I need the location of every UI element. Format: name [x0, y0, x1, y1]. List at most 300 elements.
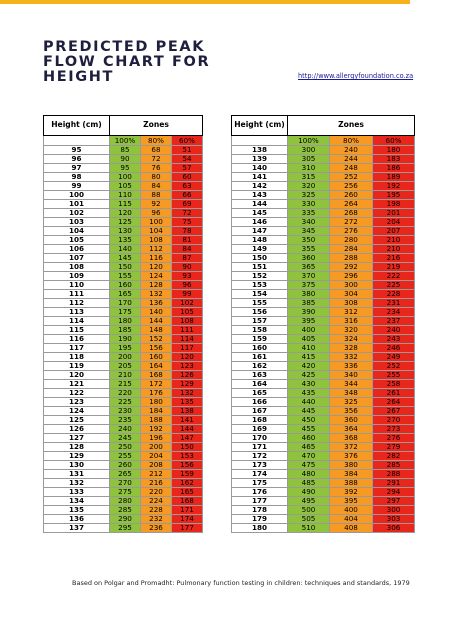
right-height-cell: 176 — [232, 488, 288, 497]
height-cell: 113 — [44, 308, 110, 317]
right-zone-80-cell: 312 — [330, 308, 373, 317]
zone-80-cell: 188 — [141, 416, 172, 425]
right-zone-80-cell: 316 — [330, 317, 373, 326]
height-cell: 112 — [44, 299, 110, 308]
zone-100-cell: 280 — [110, 497, 141, 506]
table-row — [44, 263, 415, 272]
right-zone-60-cell: 267 — [373, 407, 415, 416]
right-zone-80-cell: 364 — [330, 425, 373, 434]
zone-60-cell: 150 — [172, 443, 203, 452]
column-gap — [203, 155, 232, 164]
right-zone-80-cell: 348 — [330, 389, 373, 398]
right-zone-100-cell: 325 — [288, 191, 330, 200]
column-gap — [203, 116, 232, 136]
table-row — [44, 236, 415, 245]
right-zone-100-cell: 460 — [288, 434, 330, 443]
right-zone-80-cell: 404 — [330, 515, 373, 524]
height-cell: 98 — [44, 173, 110, 182]
right-height-cell: 143 — [232, 191, 288, 200]
table-row — [44, 443, 415, 452]
zone-80-cell: 220 — [141, 488, 172, 497]
right-zone-100-cell: 480 — [288, 470, 330, 479]
right-zone-60-cell: 261 — [373, 389, 415, 398]
right-height-cell: 148 — [232, 236, 288, 245]
zone-80-cell: 156 — [141, 344, 172, 353]
column-gap — [203, 353, 232, 362]
zone-80-cell: 108 — [141, 236, 172, 245]
right-zone-100-cell: 340 — [288, 218, 330, 227]
right-zone-80-cell: 384 — [330, 470, 373, 479]
zone-80-cell: 100 — [141, 218, 172, 227]
title-line-2: FLOW CHART FOR — [43, 54, 211, 70]
column-gap — [203, 479, 232, 488]
right-zone-80-cell: 300 — [330, 281, 373, 290]
right-zone-80-cell: 372 — [330, 443, 373, 452]
right-zone-100-cell: 335 — [288, 209, 330, 218]
table-row — [44, 254, 415, 263]
right-height-cell: 142 — [232, 182, 288, 191]
column-gap — [203, 299, 232, 308]
column-gap — [203, 263, 232, 272]
column-gap — [203, 407, 232, 416]
right-zone-60-cell: 258 — [373, 380, 415, 389]
right-height-cell: 151 — [232, 263, 288, 272]
height-cell: 134 — [44, 497, 110, 506]
zone-100-cell: 100 — [110, 173, 141, 182]
right-zone-100-cell: 420 — [288, 362, 330, 371]
right-zone-100-cell: 360 — [288, 254, 330, 263]
column-gap — [203, 191, 232, 200]
zone-60-cell: 120 — [172, 353, 203, 362]
height-column-header-2: Height (cm) — [232, 116, 288, 136]
right-zone-60-cell: 195 — [373, 191, 415, 200]
table-row — [44, 155, 415, 164]
height-cell: 123 — [44, 398, 110, 407]
right-zone-100-cell: 395 — [288, 317, 330, 326]
zone-60-cell: 177 — [172, 524, 203, 533]
table-row — [44, 335, 415, 344]
height-cell: 135 — [44, 506, 110, 515]
zone-100-cell: 225 — [110, 398, 141, 407]
right-zone-60-cell: 249 — [373, 353, 415, 362]
right-zone-60-cell: 300 — [373, 506, 415, 515]
right-zone-80-cell: 256 — [330, 182, 373, 191]
zone-100-cell: 285 — [110, 506, 141, 515]
right-zone-100-cell: 305 — [288, 155, 330, 164]
zone-80-cell: 88 — [141, 191, 172, 200]
right-height-cell: 149 — [232, 245, 288, 254]
zone-80-cell: 116 — [141, 254, 172, 263]
zone-60-cell: 111 — [172, 326, 203, 335]
table-row — [44, 461, 415, 470]
height-cell: 117 — [44, 344, 110, 353]
right-zone-80-cell: 400 — [330, 506, 373, 515]
right-height-cell: 164 — [232, 380, 288, 389]
column-gap — [203, 524, 232, 533]
right-zone-100-cell: 400 — [288, 326, 330, 335]
right-zone-60-cell: 276 — [373, 434, 415, 443]
right-zone-80-cell: 264 — [330, 200, 373, 209]
zone-80-cell: 196 — [141, 434, 172, 443]
zone-60-cell: 117 — [172, 344, 203, 353]
right-height-cell: 179 — [232, 515, 288, 524]
height-cell: 104 — [44, 227, 110, 236]
zone-60-cell: 84 — [172, 245, 203, 254]
right-zone-60-cell: 246 — [373, 344, 415, 353]
zone-60-cell: 75 — [172, 218, 203, 227]
right-zone-100-cell: 365 — [288, 263, 330, 272]
right-zone-60-cell: 285 — [373, 461, 415, 470]
right-zone-100-cell: 300 — [288, 146, 330, 155]
table-row — [44, 479, 415, 488]
height-cell: 99 — [44, 182, 110, 191]
zones-column-header — [110, 116, 203, 136]
zone-60-cell: 102 — [172, 299, 203, 308]
zone-100-cell: 275 — [110, 488, 141, 497]
right-zone-60-cell: 207 — [373, 227, 415, 236]
height-cell: 100 — [44, 191, 110, 200]
column-gap — [203, 281, 232, 290]
zone-60-cell: 81 — [172, 236, 203, 245]
right-zone-100-cell: 380 — [288, 290, 330, 299]
zone-100-cell: 130 — [110, 227, 141, 236]
right-zone-100-cell: 415 — [288, 353, 330, 362]
height-cell: 125 — [44, 416, 110, 425]
column-gap — [203, 272, 232, 281]
zone-60-cell: 123 — [172, 362, 203, 371]
height-cell: 109 — [44, 272, 110, 281]
zone-80-cell: 140 — [141, 308, 172, 317]
right-zone-80-cell: 260 — [330, 191, 373, 200]
column-gap — [203, 146, 232, 155]
column-gap — [203, 317, 232, 326]
table-row — [44, 191, 415, 200]
right-zone-60-cell: 240 — [373, 326, 415, 335]
column-gap — [203, 254, 232, 263]
right-zone-100-cell: 475 — [288, 461, 330, 470]
zone-80-cell: 236 — [141, 524, 172, 533]
height-cell: 116 — [44, 335, 110, 344]
table-row — [44, 299, 415, 308]
height-cell: 107 — [44, 254, 110, 263]
zone-100-cell: 135 — [110, 236, 141, 245]
table-row — [44, 281, 415, 290]
zone-100-cell: 250 — [110, 443, 141, 452]
right-zone-80-cell: 408 — [330, 524, 373, 533]
zone-100-cell: 240 — [110, 425, 141, 434]
right-zone-80-cell: 284 — [330, 245, 373, 254]
table-row — [44, 317, 415, 326]
zone-80-cell: 96 — [141, 209, 172, 218]
right-zone-100-cell: 430 — [288, 380, 330, 389]
table-header-row — [44, 116, 415, 136]
table-row — [44, 524, 415, 533]
right-height-cell: 150 — [232, 254, 288, 263]
table-row — [44, 398, 415, 407]
zone-100-cell: 175 — [110, 308, 141, 317]
zone-60-cell: 54 — [172, 155, 203, 164]
height-cell: 96 — [44, 155, 110, 164]
zone-80-cell: 112 — [141, 245, 172, 254]
zones-header-text: Zones — [143, 120, 169, 130]
right-height-cell: 180 — [232, 524, 288, 533]
pct-100-label-2: 100% — [288, 136, 330, 146]
right-zone-100-cell: 375 — [288, 281, 330, 290]
zone-80-cell: 128 — [141, 281, 172, 290]
table-row — [44, 308, 415, 317]
zone-80-cell: 104 — [141, 227, 172, 236]
right-zone-60-cell: 279 — [373, 443, 415, 452]
zone-100-cell: 170 — [110, 299, 141, 308]
zone-60-cell: 57 — [172, 164, 203, 173]
right-height-cell: 175 — [232, 479, 288, 488]
right-zone-60-cell: 186 — [373, 164, 415, 173]
zone-80-cell: 92 — [141, 200, 172, 209]
column-gap — [203, 443, 232, 452]
column-gap — [203, 425, 232, 434]
zone-60-cell: 78 — [172, 227, 203, 236]
column-gap — [203, 371, 232, 380]
zone-80-cell: 76 — [141, 164, 172, 173]
zone-60-cell: 144 — [172, 425, 203, 434]
column-gap — [203, 497, 232, 506]
title-line-1: PREDICTED PEAK — [43, 39, 206, 55]
right-zone-80-cell: 395 — [330, 497, 373, 506]
zone-100-cell: 185 — [110, 326, 141, 335]
right-height-cell: 154 — [232, 290, 288, 299]
title-line-3: HEIGHT — [43, 69, 114, 85]
zone-60-cell: 96 — [172, 281, 203, 290]
zone-60-cell: 156 — [172, 461, 203, 470]
table-row — [44, 164, 415, 173]
right-zone-60-cell: 189 — [373, 173, 415, 182]
height-cell: 133 — [44, 488, 110, 497]
height-cell: 124 — [44, 407, 110, 416]
column-gap — [203, 461, 232, 470]
zones-column-header-2 — [288, 116, 415, 136]
right-height-cell: 156 — [232, 308, 288, 317]
right-zone-60-cell: 234 — [373, 308, 415, 317]
table-row — [44, 506, 415, 515]
right-zone-80-cell: 344 — [330, 380, 373, 389]
right-zone-60-cell: 306 — [373, 524, 415, 533]
zone-60-cell: 66 — [172, 191, 203, 200]
right-height-cell: 171 — [232, 443, 288, 452]
table-row — [44, 200, 415, 209]
zone-100-cell: 265 — [110, 470, 141, 479]
zone-80-cell: 80 — [141, 173, 172, 182]
zone-80-cell: 180 — [141, 398, 172, 407]
right-zone-100-cell: 355 — [288, 245, 330, 254]
right-zone-100-cell: 350 — [288, 236, 330, 245]
right-zone-60-cell: 303 — [373, 515, 415, 524]
table-row — [44, 227, 415, 236]
right-height-cell: 178 — [232, 506, 288, 515]
right-zone-80-cell: 376 — [330, 452, 373, 461]
column-gap — [203, 290, 232, 299]
table-row — [44, 434, 415, 443]
right-zone-80-cell: 268 — [330, 209, 373, 218]
column-gap — [203, 209, 232, 218]
zone-80-cell: 120 — [141, 263, 172, 272]
right-zone-80-cell: 280 — [330, 236, 373, 245]
column-gap — [203, 470, 232, 479]
peak-flow-table — [43, 115, 415, 533]
right-height-cell: 173 — [232, 461, 288, 470]
right-zone-100-cell: 490 — [288, 488, 330, 497]
right-zone-60-cell: 198 — [373, 200, 415, 209]
right-zone-100-cell: 495 — [288, 497, 330, 506]
right-zone-60-cell: 183 — [373, 155, 415, 164]
zone-80-cell: 200 — [141, 443, 172, 452]
table-row — [44, 218, 415, 227]
right-zone-60-cell: 297 — [373, 497, 415, 506]
zone-60-cell: 141 — [172, 416, 203, 425]
right-zone-80-cell: 240 — [330, 146, 373, 155]
right-height-cell: 160 — [232, 344, 288, 353]
zone-60-cell: 87 — [172, 254, 203, 263]
right-height-cell: 165 — [232, 389, 288, 398]
zone-80-cell: 152 — [141, 335, 172, 344]
zone-60-cell: 69 — [172, 200, 203, 209]
zone-80-cell: 160 — [141, 353, 172, 362]
table-row — [44, 182, 415, 191]
right-height-cell: 163 — [232, 371, 288, 380]
zone-80-cell: 68 — [141, 146, 172, 155]
source-link[interactable]: http://www.allergyfoundation.co.za — [298, 72, 414, 80]
right-zone-80-cell: 288 — [330, 254, 373, 263]
right-zone-60-cell: 264 — [373, 398, 415, 407]
right-zone-60-cell: 255 — [373, 371, 415, 380]
right-zone-100-cell: 440 — [288, 398, 330, 407]
height-blank-cell-2 — [232, 136, 288, 146]
column-gap — [203, 488, 232, 497]
zones-header-text-2: Zones — [338, 120, 364, 130]
table-row — [44, 425, 415, 434]
zone-80-cell: 136 — [141, 299, 172, 308]
zone-60-cell: 72 — [172, 209, 203, 218]
zone-80-cell: 164 — [141, 362, 172, 371]
zone-80-cell: 124 — [141, 272, 172, 281]
right-height-cell: 161 — [232, 353, 288, 362]
right-zone-60-cell: 180 — [373, 146, 415, 155]
column-gap — [203, 416, 232, 425]
right-zone-60-cell: 201 — [373, 209, 415, 218]
zone-100-cell: 255 — [110, 452, 141, 461]
right-zone-80-cell: 388 — [330, 479, 373, 488]
table-row — [44, 326, 415, 335]
right-height-cell: 167 — [232, 407, 288, 416]
right-height-cell: 174 — [232, 470, 288, 479]
column-gap — [203, 218, 232, 227]
zone-60-cell: 99 — [172, 290, 203, 299]
zone-100-cell: 230 — [110, 407, 141, 416]
right-zone-80-cell: 324 — [330, 335, 373, 344]
right-zone-60-cell: 288 — [373, 470, 415, 479]
column-gap — [203, 136, 232, 146]
zone-80-cell: 212 — [141, 470, 172, 479]
column-gap — [203, 380, 232, 389]
height-cell: 130 — [44, 461, 110, 470]
right-zone-80-cell: 392 — [330, 488, 373, 497]
right-zone-80-cell: 252 — [330, 173, 373, 182]
column-gap — [203, 389, 232, 398]
zone-60-cell: 51 — [172, 146, 203, 155]
column-gap — [203, 398, 232, 407]
zone-100-cell: 160 — [110, 281, 141, 290]
zone-60-cell: 135 — [172, 398, 203, 407]
right-zone-60-cell: 228 — [373, 290, 415, 299]
height-cell: 108 — [44, 263, 110, 272]
pct-60-label-2: 60% — [373, 136, 415, 146]
pct-80-label-2: 80% — [330, 136, 373, 146]
height-column-header: Height (cm) — [44, 116, 110, 136]
right-height-cell: 147 — [232, 227, 288, 236]
zone-80-cell: 208 — [141, 461, 172, 470]
table-row — [44, 353, 415, 362]
table-row — [44, 407, 415, 416]
zone-100-cell: 110 — [110, 191, 141, 200]
column-gap — [203, 164, 232, 173]
zone-60-cell: 159 — [172, 470, 203, 479]
right-height-cell: 159 — [232, 335, 288, 344]
zone-100-cell: 90 — [110, 155, 141, 164]
zone-100-cell: 95 — [110, 164, 141, 173]
top-accent-bar — [0, 0, 410, 4]
right-zone-60-cell: 294 — [373, 488, 415, 497]
right-zone-80-cell: 308 — [330, 299, 373, 308]
right-zone-100-cell: 425 — [288, 371, 330, 380]
pct-80-label: 80% — [141, 136, 172, 146]
right-height-cell: 157 — [232, 317, 288, 326]
right-zone-100-cell: 385 — [288, 299, 330, 308]
column-gap — [203, 335, 232, 344]
right-zone-80-cell: 296 — [330, 272, 373, 281]
column-gap — [203, 182, 232, 191]
table-row — [44, 380, 415, 389]
zone-100-cell: 155 — [110, 272, 141, 281]
table-row — [44, 416, 415, 425]
zone-80-cell: 204 — [141, 452, 172, 461]
table-row — [44, 344, 415, 353]
zone-100-cell: 290 — [110, 515, 141, 524]
right-zone-100-cell: 315 — [288, 173, 330, 182]
zone-60-cell: 168 — [172, 497, 203, 506]
zone-80-cell: 224 — [141, 497, 172, 506]
pct-60-label: 60% — [172, 136, 203, 146]
column-gap — [203, 236, 232, 245]
zone-100-cell: 235 — [110, 416, 141, 425]
right-zone-80-cell: 340 — [330, 371, 373, 380]
height-cell: 110 — [44, 281, 110, 290]
right-zone-80-cell: 368 — [330, 434, 373, 443]
right-zone-60-cell: 192 — [373, 182, 415, 191]
zone-80-cell: 84 — [141, 182, 172, 191]
right-zone-100-cell: 445 — [288, 407, 330, 416]
height-blank-cell — [44, 136, 110, 146]
right-zone-60-cell: 252 — [373, 362, 415, 371]
right-height-cell: 162 — [232, 362, 288, 371]
height-cell: 102 — [44, 209, 110, 218]
zone-60-cell: 108 — [172, 317, 203, 326]
height-cell: 101 — [44, 200, 110, 209]
zone-80-cell: 232 — [141, 515, 172, 524]
right-zone-100-cell: 320 — [288, 182, 330, 191]
right-zone-80-cell: 380 — [330, 461, 373, 470]
column-gap — [203, 506, 232, 515]
zone-100-cell: 180 — [110, 317, 141, 326]
column-gap — [203, 326, 232, 335]
